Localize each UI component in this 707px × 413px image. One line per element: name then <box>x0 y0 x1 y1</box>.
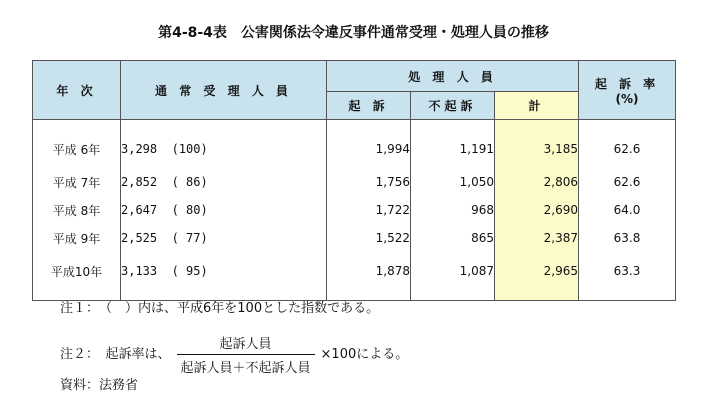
cell-not-prosecuted: 1,087 <box>411 252 495 301</box>
table-row <box>33 120 676 169</box>
header-not-prosecuted: 不起訴 <box>411 92 495 120</box>
formula-denominator: 起訴人員＋不起訴人員 <box>180 361 311 376</box>
table-row <box>33 168 676 196</box>
header-total: 計 <box>495 92 579 120</box>
cell-not-prosecuted: 968 <box>411 196 495 224</box>
note-1: 注１： （ ）内は、平成6年を100とした指数である。 <box>60 301 380 316</box>
cell-total: 2,965 <box>495 252 579 301</box>
cell-prosecuted: 1,878 <box>327 252 411 301</box>
source-note: 資料：法務省 <box>60 378 139 393</box>
header-prosecuted: 起 訴 <box>327 92 411 120</box>
cell-total: 3,185 <box>495 120 579 169</box>
cell-received: 3,133 ( 95) <box>121 252 327 301</box>
table-row <box>33 252 676 301</box>
cell-total: 2,806 <box>495 168 579 196</box>
note-2-suffix: ×100による。 <box>320 347 409 362</box>
cell-rate: 63.3 <box>579 252 676 301</box>
header-received: 通 常 受 理 人 員 <box>121 61 327 120</box>
cell-rate: 62.6 <box>579 168 676 196</box>
table-row <box>33 196 676 224</box>
table-title: 第4-8-4表 公害関係法令違反事件通常受理・処理人員の推移 <box>158 25 549 41</box>
header-processed: 処 理 人 員 <box>327 61 579 92</box>
header-rate-unit: (%) <box>615 91 639 106</box>
cell-prosecuted: 1,722 <box>327 196 411 224</box>
cell-year: 平成 7年 <box>33 168 121 196</box>
cell-not-prosecuted: 865 <box>411 224 495 252</box>
cell-received: 3,298 (100) <box>121 120 327 169</box>
cell-received: 2,525 ( 77) <box>121 224 327 252</box>
cell-prosecuted: 1,522 <box>327 224 411 252</box>
cell-prosecuted: 1,994 <box>327 120 411 169</box>
header-rate-label: 起 訴 率 <box>594 76 660 91</box>
cell-year: 平成 6年 <box>33 120 121 169</box>
cell-received: 2,852 ( 86) <box>121 168 327 196</box>
cell-year: 平成10年 <box>33 252 121 301</box>
cell-total: 2,387 <box>495 224 579 252</box>
note-2 <box>60 333 408 376</box>
cell-received: 2,647 ( 80) <box>121 196 327 224</box>
table-row <box>33 224 676 252</box>
header-rate <box>579 61 676 120</box>
cell-not-prosecuted: 1,050 <box>411 168 495 196</box>
formula-numerator: 起訴人員 <box>177 333 315 355</box>
cell-rate: 62.6 <box>579 120 676 169</box>
statistics-table <box>32 60 676 301</box>
note-2-prefix: 注２： 起訴率は、 <box>60 347 171 362</box>
cell-not-prosecuted: 1,191 <box>411 120 495 169</box>
cell-year: 平成 8年 <box>33 196 121 224</box>
rate-formula <box>177 333 315 376</box>
cell-rate: 64.0 <box>579 196 676 224</box>
header-year: 年 次 <box>33 61 121 120</box>
cell-rate: 63.8 <box>579 224 676 252</box>
cell-prosecuted: 1,756 <box>327 168 411 196</box>
cell-total: 2,690 <box>495 196 579 224</box>
cell-year: 平成 9年 <box>33 224 121 252</box>
